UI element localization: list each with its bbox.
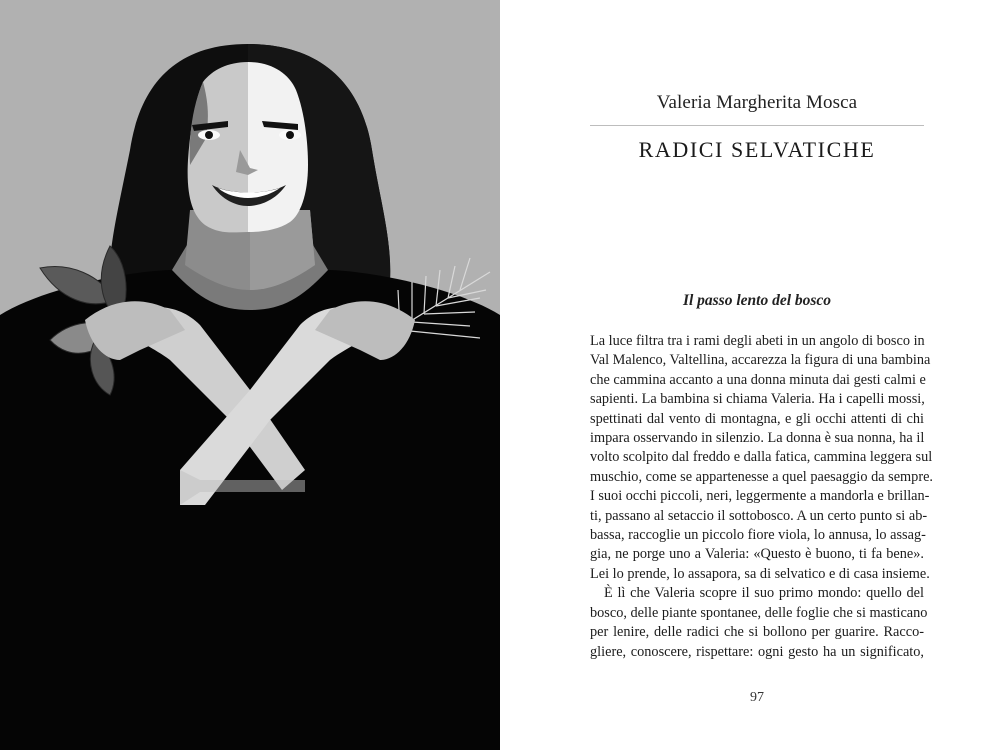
page-number: 97: [750, 690, 764, 705]
text-line: bosco, delle piante spontanee, delle foglie che si masticano: [590, 604, 928, 621]
text-line: che cammina accanto a una donna minuta dai gesti calmi e: [590, 371, 926, 388]
text-line: È lì che Valeria scopre il suo primo mondo: quello del: [604, 585, 924, 602]
chapter-title: Il passo lento del bosco: [682, 292, 832, 309]
text-line: muschio, come se appartenesse a quel paesaggio da sempre.: [590, 468, 933, 485]
book-title: RADICI SELVATICHE: [638, 137, 876, 162]
header-divider: [590, 125, 924, 126]
text-line: impara osservando in silenzio. La donna è sua nonna, ha il: [590, 430, 925, 447]
text-line: La luce filtra tra i rami degli abeti in un angolo di bosco in: [590, 333, 925, 349]
author-name: Valeria Margherita Mosca: [656, 92, 858, 113]
text-line: I suoi occhi piccoli, neri, leggermente a mandorla e brillan-: [590, 488, 930, 505]
text-line: gia, ne porge uno a Valeria: «Questo è buono, ti fa bene».: [590, 546, 924, 563]
text-line: Val Malenco, Valtellina, accarezza la figura di una bambina: [590, 352, 931, 369]
text-line: sapienti. La bambina si chiama Valeria. Ha i capelli mossi,: [590, 391, 925, 408]
text-line: per lenire, delle radici che si bollono per guarire. Racco-: [590, 624, 924, 641]
text-line: gliere, conoscere, rispettare: ogni gesto ha un significato,: [590, 643, 924, 660]
body-text: [590, 332, 933, 662]
text-line: Lei lo prende, lo assapora, sa di selvatico e di casa insieme.: [590, 565, 930, 582]
text-line: volto scolpito dal freddo e dalla fatica, cammina leggera sul: [590, 449, 933, 466]
text-line: bassa, raccoglie un piccolo fiore viola, lo annusa, lo assag-: [590, 527, 926, 544]
text-line: spettinati dal vento di montagna, e gli occhi attenti di chi: [590, 410, 924, 427]
text-line: ti, passano al setaccio il sottobosco. A un certo punto si ab-: [590, 507, 928, 524]
